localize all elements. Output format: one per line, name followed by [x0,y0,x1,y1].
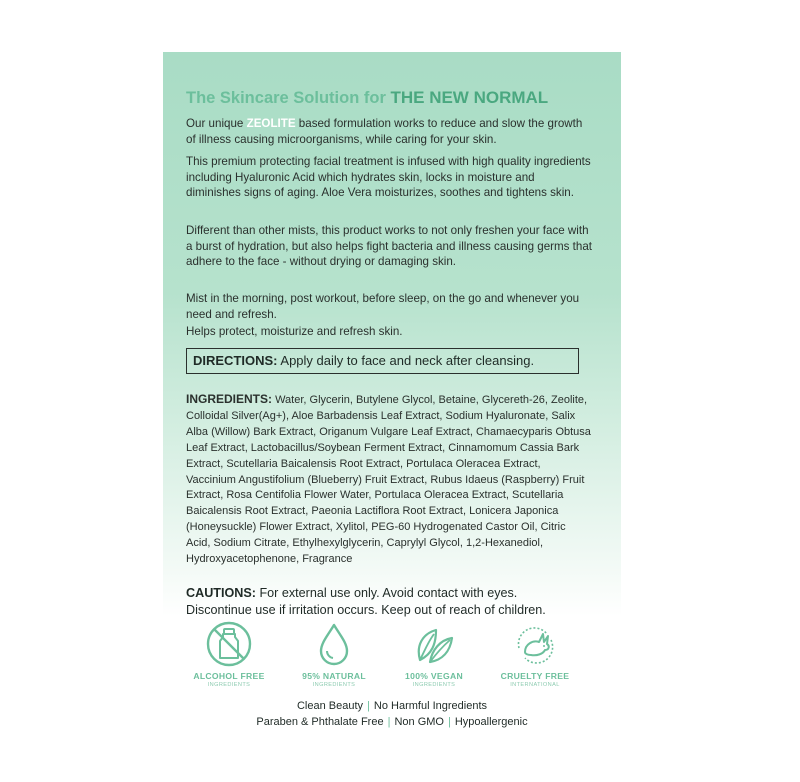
directions-box [186,348,579,374]
separator: | [367,700,370,712]
separator: | [447,716,451,728]
cautions-block [186,585,606,618]
badge-sublabel: INGREDIENTS [412,682,456,688]
badge-sublabel: INTERNATIONAL [510,682,560,688]
cautions-line-1 [186,585,606,602]
footer-line-1 [163,700,621,712]
badge-label: 100% VEGAN [405,671,463,681]
badge-label: CRUELTY FREE [500,671,570,681]
cautions-label: CAUTIONS: [186,586,256,600]
separator: | [387,716,391,728]
description-paragraph-2: Different than other mists, this product works to not only freshen your face with a burst of hydration, but also helps fight bacteria and illness causing germs that adhere to the face - without drying or damaging skin. [186,224,593,269]
footer-claim: Clean Beauty [296,700,364,712]
badge-sublabel: INGREDIENTS [312,682,356,688]
headline-lead: The Skincare Solution for [186,89,386,107]
badge-natural [289,620,379,688]
ingredients-list [186,392,592,568]
directions-text: Apply daily to face and neck after cleansing. [280,353,535,368]
usage-paragraph: Mist in the morning, post workout, before sleep, on the go and whenever you need and refresh. [186,292,580,321]
benefit-paragraph: Helps protect, moisturize and refresh skin. [186,325,403,338]
cautions-text-1: For external use only. Avoid contact with eyes. [259,586,518,600]
badge-sublabel: INGREDIENTS [207,682,251,688]
directions-label: DIRECTIONS: [193,353,278,368]
intro-after: based formulation works to reduce and slow the growth of illness causing microorganisms, while caring for your skin. [186,117,583,146]
leaves-icon [410,620,458,668]
badge-cruelty-free [490,620,580,688]
footer-claim: Non GMO [394,716,444,728]
water-drop-icon [310,620,358,668]
cautions-line-2: Discontinue use if irritation occurs. Keep out of reach of children. [186,602,546,617]
no-bottle-icon [205,620,253,668]
product-label-panel [163,52,621,740]
headline [186,88,548,108]
intro-paragraph [186,116,592,147]
intro-before: Our unique [186,117,244,130]
footer-line-2 [163,716,621,728]
badge-label: ALCOHOL FREE [193,671,265,681]
rabbit-icon [511,620,559,668]
badge-alcohol-free [184,620,274,688]
badge-vegan [389,620,479,688]
badge-label: 95% NATURAL [302,671,366,681]
description-paragraph-1: This premium protecting facial treatment is infused with high quality ingredients including Hyaluronic Acid which hydrates skin, locks in moisture and diminishes signs of aging. Aloe Vera moisturizes, soothes and tightens skin. [186,155,591,200]
headline-emphasis: THE NEW NORMAL [390,88,549,107]
footer-claim: Paraben & Phthalate Free [256,716,384,728]
footer-claim: Hypoallergenic [454,716,528,728]
ingredients-text: Water, Glycerin, Butylene Glycol, Betaine, Glycereth-26, Zeolite, Colloidal Silver(Ag+), Aloe Barbadensis Leaf Extract, Sodium Hyaluronate, Salix Alba (Willow) Bark Extract, Origanum Vulgare Leaf Extract, Chamaecyparis Obtusa Leaf Extract, Lactobacillus/Soybean Ferment Extract, Cinnamomum Cassia Bark Extract, Scutellaria Baicalensis Root Extract, Portulaca Oleracea Extract, Vaccinium Angustifolium (Blueberry) Fruit Extract, Rubus Idaeus (Raspberry) Fruit Extract, Rosa Centifolia Flower Water, Portulaca Oleracea Extract, Scutellaria Baicalensis Root Extract, Paeonia Lactiflora Root Extract, Lonicera Japonica (Honeysuckle) Flower Extract, Xylitol, PEG-60 Hydrogenated Castor Oil, Citric Acid, Sodium Citrate, Ethylhexylglycerin, Caprylyl Glycol, 1,2-Hexanediol, Hydroxyacetophenone, Fragrance [186,394,591,566]
zeolite-highlight: ZEOLITE [246,117,296,130]
ingredients-label: INGREDIENTS: [186,392,273,406]
footer-claim: No Harmful Ingredients [373,700,487,712]
